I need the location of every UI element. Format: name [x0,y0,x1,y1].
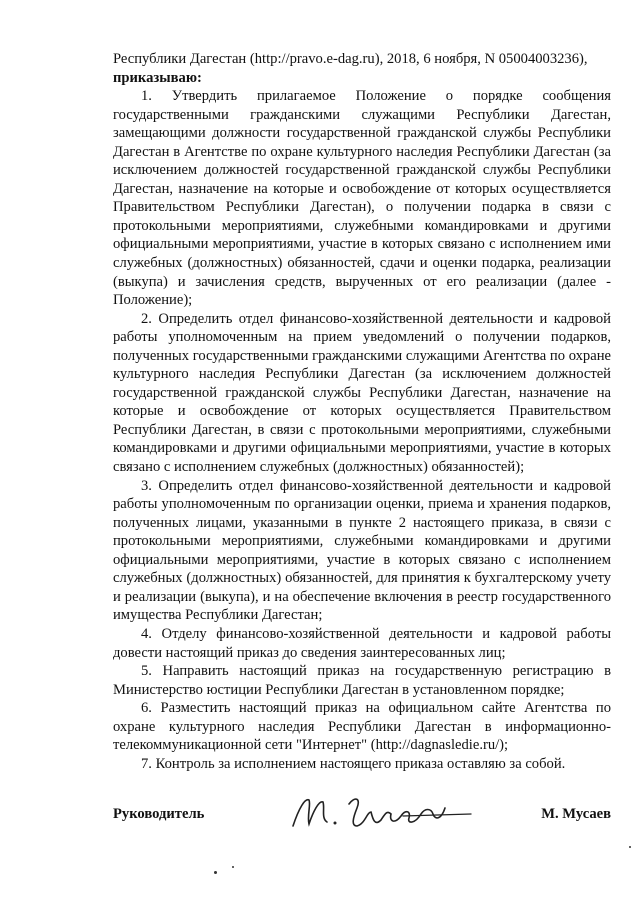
intro-line: Республики Дагестан (http://pravo.e-dag.ru), 2018, 6 ноября, N 05004003236), [113,51,588,67]
scan-speck [629,846,631,848]
item-4: 4. Отделу финансово-хозяйственной деятельности и кадровой работы довести настоящий приказ до сведения заинтересованных лиц; [113,625,611,661]
item-5: 5. Направить настоящий приказ на государственную регистрацию в Министерство юстиции Республики Дагестан в установленном порядке; [113,663,611,698]
handwritten-signature [285,786,475,836]
orders-word: приказываю: [113,69,202,86]
order-text [113,50,611,773]
signer-name: М. Мусаев [541,806,611,822]
scan-speck [214,871,217,874]
scan-speck [232,866,234,868]
item-3: 3. Определить отдел финансово-хозяйственной деятельности и кадровой работы уполномоченным по организации оценки, приема и хранения подарков, полученных лицами, указанными в пункте 2 настоящего приказа, в связи с протокольными мероприятиями, служебными командировками и другими официальными мероприятиями, участие в которых связано с исполнением служебных (должностных) обязанностей, для принятия к бухгалтерскому учету и реализации (выкупа), и на обеспечение включения в реестр государственного имущества Республики Дагестан; [113,477,611,624]
item-2: 2. Определить отдел финансово-хозяйственной деятельности и кадровой работы уполномоченным на прием уведомлений о получении подарков, полученных государственными гражданскими служащими Агентства по охране культурного наследия Республики Дагестан (за исключением должностей государственной гражданской службы Республики Дагестан, назначение на которые и освобождение от которых осуществляется Правительством Республики Дагестан, в связи с протокольными мероприятиями, служебными командировками и другими официальными мероприятиями, участие в которых связано с исполнением служебных (должностных) обязанностей); [113,310,611,476]
item-7: 7. Контроль за исполнением настоящего приказа оставляю за собой. [141,755,566,772]
item-6: 6. Разместить настоящий приказ на официальном сайте Агентства по охране культурного наследия Республики Дагестан в информационно-телекоммуникационной сети "Интернет" (http://dagnasledie.ru/); [113,700,611,754]
signature-row [113,786,611,836]
item-1: 1. Утвердить прилагаемое Положение о порядке сообщения государственными гражданскими служащими Республики Дагестан, замещающими должности государственной гражданской службы Республики Дагестан в Агентстве по охране культурного наследия Республики Дагестан (за исключением должностей государственной гражданской службы Республики Дагестан, назначение на которые и освобождение от которых осуществляется Правительством Республики Дагестан), о получении подарка в связи с протокольными мероприятиями, служебными командировками и другими официальными мероприятиями, участие в которых связано с исполнением ими служебных (должностных) обязанностей, сдачи и оценки подарка, реализации (выкупа) и зачисления средств, вырученных от его реализации (далее - Положение); [113,88,611,309]
signer-role: Руководитель [113,806,205,822]
